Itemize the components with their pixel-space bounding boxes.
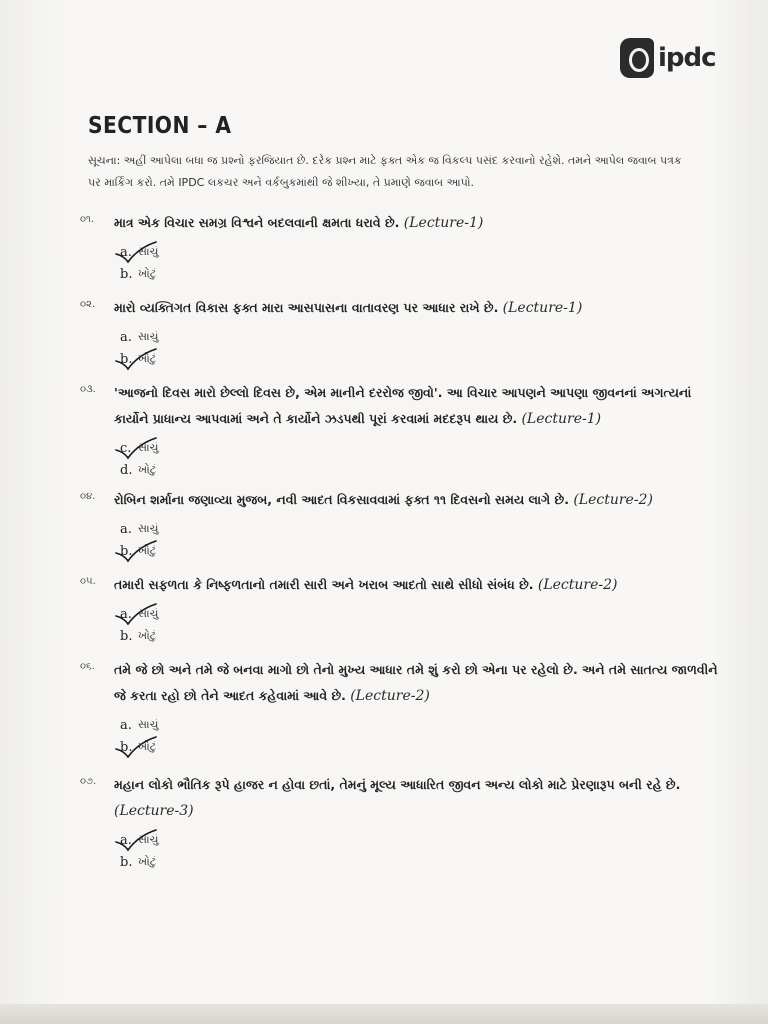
answer-option-true[interactable] (120, 830, 720, 850)
question-row (80, 572, 720, 598)
instructions-text: સૂચના: અહીં આપેલા બધા જ પ્રશ્નો ફરજિયાત છે. દરેક પ્રશ્ન માટે ફક્ત એક જ વિકલ્પ પસંદ કરવાનો રહેશે. તમને આપેલ જવાબ પત્રક પર માર્કિંગ કરો. તમે IPDC લકચર અને વર્કબુકમાંથી જે શીખ્યા, તે પ્રમાણે જવાબ આપો. (88, 154, 682, 189)
question-statement: મહાન લોકો ભૌતિક રૂપે હાજર ન હોવા છતાં, તેમનું મૂલ્ય આધારિત જીવન અન્ય લોકો માટે પ્રેરણારૂપ બની રહે છે. (114, 777, 681, 792)
question-text (114, 772, 720, 824)
question-text (114, 295, 582, 321)
answer-option-false[interactable] (120, 737, 720, 757)
answer-option-false[interactable] (120, 264, 720, 284)
question-number: ૦૫. (80, 576, 96, 587)
option-label: ખોટું (138, 740, 157, 753)
answer-option-true[interactable] (120, 438, 720, 458)
question-number: ૦૧. (80, 214, 95, 225)
lecture-reference: (Lecture-1) (403, 215, 484, 231)
answer-option-true[interactable] (120, 519, 720, 539)
question-2 (80, 295, 720, 369)
question-number: ૦૭. (80, 776, 97, 787)
option-label: ખોટું (138, 352, 157, 365)
answer-options (80, 519, 720, 561)
option-label: સાચું (138, 718, 159, 731)
logo-mark-icon (620, 38, 654, 78)
option-label: સાચું (138, 441, 159, 454)
option-letter: a. (120, 244, 132, 260)
question-1 (80, 210, 720, 284)
answer-option-true[interactable] (120, 715, 720, 735)
handwritten-tick-icon (114, 347, 158, 371)
answer-option-true[interactable] (120, 604, 720, 624)
option-letter: b. (120, 628, 133, 644)
question-statement: તમારી સફળતા કે નિષ્ફળતાનો તમારી સારી અને ખરાબ આદતો સાથે સીધો સંબંધ છે. (114, 577, 538, 592)
option-letter: c. (120, 440, 132, 456)
question-5 (80, 572, 720, 646)
question-statement: રોબિન શર્માના જણાવ્યા મુજબ, નવી આદત વિકસાવવામાં ફક્ત ૧૧ દિવસનો સમય લાગે છે. (114, 492, 574, 507)
lecture-reference: (Lecture-1) (502, 300, 583, 316)
option-letter: b. (120, 351, 133, 367)
question-statement: માત્ર એક વિચાર સમગ્ર વિશ્વને બદલવાની ક્ષમતા ધરાવે છે. (114, 215, 404, 230)
answer-option-false[interactable] (120, 460, 720, 480)
option-letter: a. (120, 521, 132, 537)
answer-option-true[interactable] (120, 327, 720, 347)
handwritten-tick-icon (114, 602, 158, 626)
question-row (80, 210, 720, 236)
question-number: ૦૪. (80, 491, 96, 502)
page-bottom-edge (0, 1004, 768, 1024)
question-text (114, 487, 653, 513)
question-6 (80, 657, 720, 757)
answer-option-false[interactable] (120, 349, 720, 369)
lecture-reference: (Lecture-2) (350, 688, 430, 704)
ipdc-logo (620, 36, 716, 80)
question-statement: 'આજનો દિવસ મારો છેલ્લો દિવસ છે, એમ માનીને દરરોજ જીવો'. આ વિચાર આપણને આપણા જીવનનાં અગત્યનાં કાર્યોને પ્રાધાન્ય આપવામાં અને તે કાર્યોને ઝડપથી પૂરાં કરવામાં મદદરૂપ થાય છે. (114, 385, 692, 426)
answer-option-false[interactable] (120, 852, 720, 872)
option-letter: b. (120, 543, 133, 559)
option-letter: b. (120, 266, 133, 282)
answer-options (80, 327, 720, 369)
question-number: ૦૩. (80, 384, 96, 395)
option-label: ખોટું (138, 267, 157, 280)
answer-option-true[interactable] (120, 242, 720, 262)
question-row (80, 487, 720, 513)
option-letter: b. (120, 739, 133, 755)
answer-option-false[interactable] (120, 541, 720, 561)
question-7 (80, 772, 720, 872)
lecture-reference: (Lecture-2) (537, 577, 618, 593)
question-row (80, 295, 720, 321)
answer-options (80, 604, 720, 646)
question-row (80, 657, 720, 709)
section-title: SECTION – A (88, 113, 232, 139)
logo-text: ipdc (658, 43, 716, 73)
option-label: સાચું (138, 607, 159, 620)
answer-options (80, 715, 720, 757)
question-text (114, 572, 617, 598)
handwritten-tick-icon (114, 436, 158, 460)
lecture-reference: (Lecture-2) (573, 492, 653, 508)
option-letter: a. (120, 832, 132, 848)
question-statement: તમે જે છો અને તમે જે બનવા માગો છો તેનો મુખ્ય આધાર તમે શું કરો છો એના પર રહેલો છે. અને તમે સાતત્ય જાળવીને જે કરતા રહો છો તેને આદત કહેવામાં આવે છે. (114, 662, 718, 703)
question-number: ૦૬. (80, 661, 95, 672)
question-statement: મારો વ્યક્તિગત વિકાસ ફક્ત મારા આસપાસના વાતાવરણ પર આધાર રાખે છે. (114, 300, 503, 315)
option-letter: a. (120, 329, 132, 345)
option-label: સાચું (138, 245, 159, 258)
option-letter: b. (120, 854, 133, 870)
option-label: ખોટું (138, 463, 157, 476)
handwritten-tick-icon (114, 828, 158, 852)
question-text (114, 657, 720, 709)
question-3 (80, 380, 720, 480)
option-label: ખોટું (138, 855, 157, 868)
question-text (114, 210, 483, 236)
answer-option-false[interactable] (120, 626, 720, 646)
question-4 (80, 487, 720, 561)
option-label: ખોટું (138, 629, 157, 642)
answer-options (80, 830, 720, 872)
option-letter: d. (120, 462, 133, 478)
option-label: સાચું (138, 330, 159, 343)
option-label: સાચું (138, 522, 159, 535)
option-letter: a. (120, 717, 132, 733)
lecture-reference: (Lecture-3) (114, 803, 194, 819)
question-row (80, 380, 720, 432)
handwritten-tick-icon (114, 539, 158, 563)
option-letter: a. (120, 606, 132, 622)
handwritten-tick-icon (114, 735, 158, 759)
question-number: ૦૨. (80, 299, 96, 310)
question-row (80, 772, 720, 824)
lecture-reference: (Lecture-1) (521, 411, 602, 427)
answer-options (80, 242, 720, 284)
question-text (114, 380, 720, 432)
option-label: ખોટું (138, 544, 157, 557)
answer-options (80, 438, 720, 480)
handwritten-tick-icon (114, 240, 158, 264)
option-label: સાચું (138, 833, 159, 846)
